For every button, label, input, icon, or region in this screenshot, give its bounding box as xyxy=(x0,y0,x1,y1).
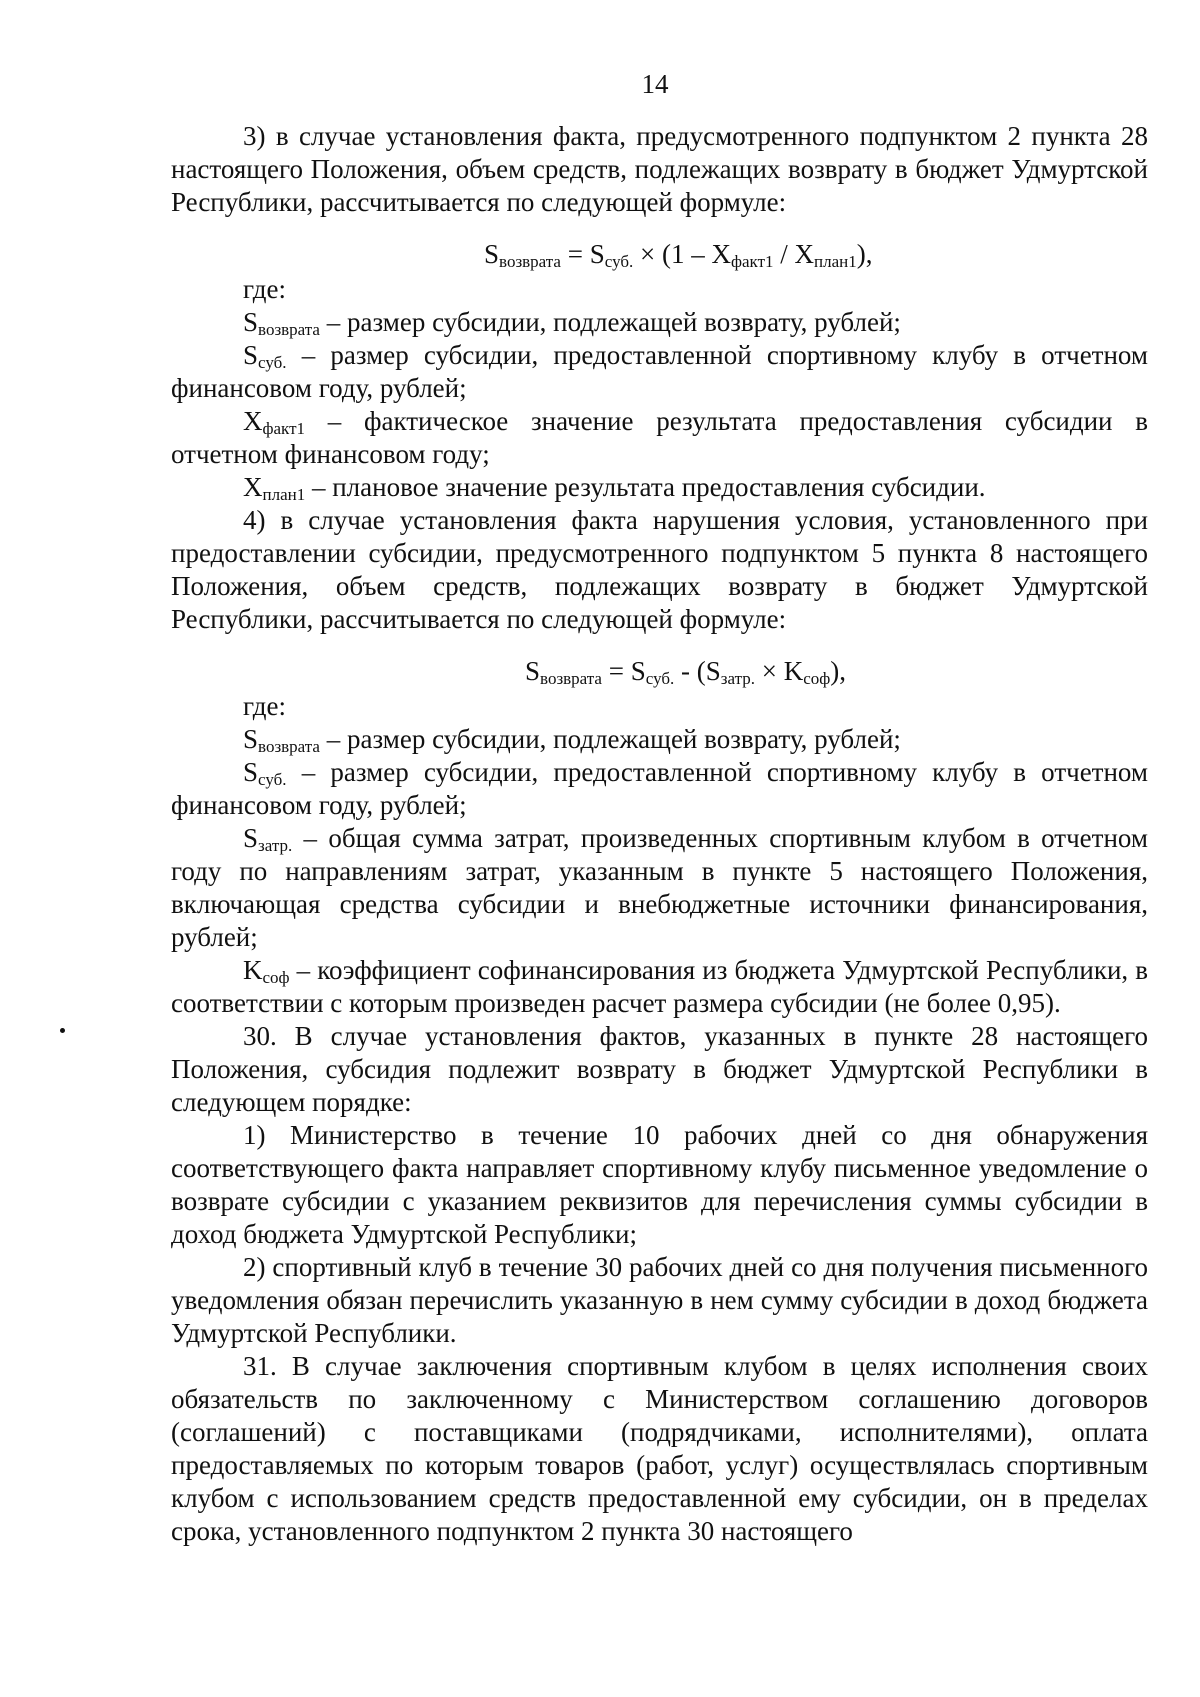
where-label-1: где: xyxy=(243,274,286,304)
definition-s-sub-2: $S_{суб.}$ – размер субсидии, предоставленной спортивному клубу в отчетном финансовом году, рублей; xyxy=(171,757,1148,820)
formula-1: $S_{возврата} = S_{суб.} \times (1 - X_{факт1} / X_{план1})$, xyxy=(484,239,873,271)
paragraph-30: 30. В случае установления фактов, указанных в пункте 28 настоящего Положения, субсидия подлежит возврату в бюджет Удмуртской Республики в следующем порядке: xyxy=(171,1021,1148,1117)
definition-x-plan: $X_{план1}$ – плановое значение результата предоставления субсидии. xyxy=(243,472,986,504)
definition-k-sof: $K_{соф}$ – коэффициент софинансирования из бюджета Удмуртской Республики, в соответствии с которым произведен расчет размера субсидии (не более 0,95). xyxy=(171,955,1148,1018)
formula-2: $S_{возврата} = S_{суб.} - (S_{затр.} \times K_{соф})$, xyxy=(525,656,847,688)
definition-s-vozvrata-1: $S_{возврата}$ – размер субсидии, подлежащей возврату, рублей; xyxy=(243,307,901,339)
paragraph-4: 4) в случае установления факта нарушения условия, установленного при предоставлении субсидии, предусмотренного подпунктом 5 пункта 8 настоящего Положения, объем средств, подлежащих возврату в бюджет Удмуртской Республики, рассчитывается по следующей формуле: xyxy=(171,505,1148,634)
definition-s-zatr: $S_{затр.}$ – общая сумма затрат, произведенных спортивным клубом в отчетном году по направлениям затрат, указанным в пункте 5 настоящего Положения, включающая средства субсидии и внебюджетные источники финансирования, рублей; xyxy=(171,823,1148,952)
paragraph-30-item-2: 2) спортивный клуб в течение 30 рабочих дней со дня получения письменного уведомления обязан перечислить указанную в нем сумму субсидии в доход бюджета Удмуртской Республики. xyxy=(171,1252,1148,1348)
definition-s-sub-1: $S_{суб.}$ – размер субсидии, предоставленной спортивному клубу в отчетном финансовом году, рублей; xyxy=(171,340,1148,403)
paragraph-3: 3) в случае установления факта, предусмотренного подпунктом 2 пункта 28 настоящего Положения, объем средств, подлежащих возврату в бюджет Удмуртской Республики, рассчитывается по следующей формуле: xyxy=(171,121,1148,217)
paragraph-31: 31. В случае заключения спортивным клубом в целях исполнения своих обязательств по заключенному с Министерством соглашению договоров (соглашений) с поставщиками (подрядчиками, исполнителями), оплата предоставляемых по которым товаров (работ, услуг) осуществлялась спортивным клубом с использованием средств предоставленной ему субсидии, он в пределах срока, установленного подпунктом 2 пункта 30 настоящего xyxy=(171,1351,1148,1546)
definition-x-fakt: $X_{факт1}$ – фактическое значение результата предоставления субсидии в отчетном финансовом году; xyxy=(171,406,1148,469)
where-label-2: где: xyxy=(243,691,286,721)
document-body xyxy=(171,120,1148,1548)
definition-s-vozvrata-2: $S_{возврата}$ – размер субсидии, подлежащей возврату, рублей; xyxy=(243,724,901,756)
page-number: 14 xyxy=(641,69,669,99)
scan-speck xyxy=(60,1028,65,1033)
paragraph-30-item-1: 1) Министерство в течение 10 рабочих дней со дня обнаружения соответствующего факта направляет спортивному клубу письменное уведомление о возврате субсидии с указанием реквизитов для перечисления суммы субсидии в доход бюджета Удмуртской Республики; xyxy=(171,1120,1148,1249)
